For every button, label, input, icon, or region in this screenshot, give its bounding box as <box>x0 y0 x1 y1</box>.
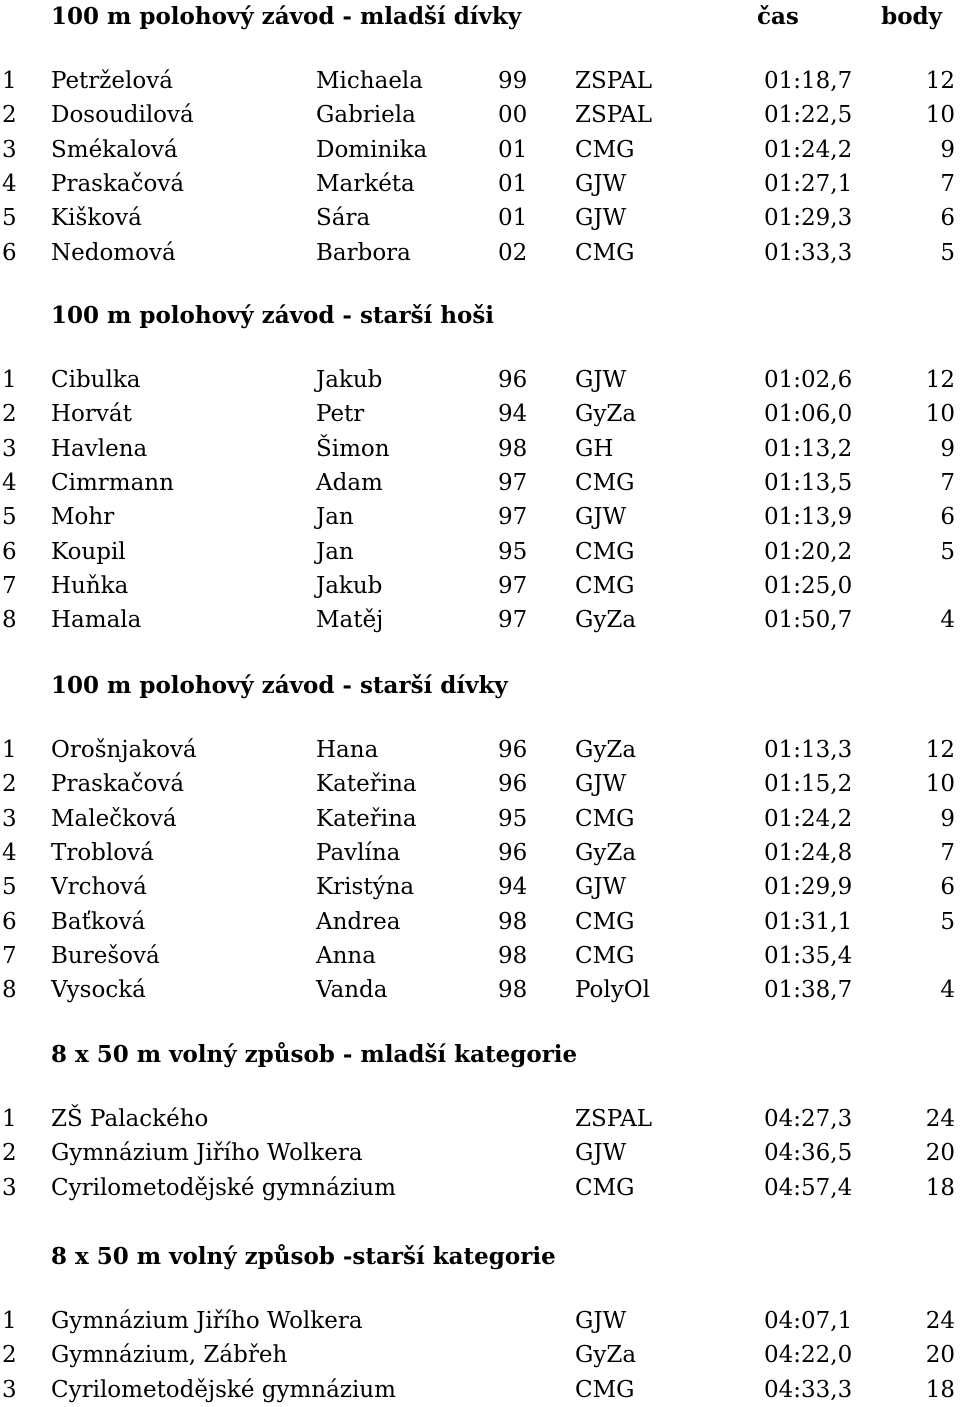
name-cell: Kišková <box>51 205 142 232</box>
year-cell: 96 <box>498 771 528 798</box>
year-cell: 97 <box>498 469 528 496</box>
club-cell: CMG <box>575 908 635 935</box>
name-cell: Dosoudilová <box>51 102 194 129</box>
club-cell: GJW <box>575 1140 627 1167</box>
points-cell: 9 <box>940 805 955 832</box>
name-cell: ZŠ Palackého <box>51 1106 209 1132</box>
rank-cell: 6 <box>2 239 17 266</box>
time-cell: 01:35,4 <box>764 942 853 969</box>
time-cell: 01:20,2 <box>764 538 853 565</box>
year-cell: 98 <box>498 977 528 1004</box>
points-cell: 5 <box>940 908 955 935</box>
points-cell: 9 <box>940 435 955 462</box>
rank-cell: 5 <box>2 874 17 901</box>
time-cell: 01:13,9 <box>764 504 853 531</box>
first-name-cell: Jan <box>316 504 354 531</box>
first-name-cell: Markéta <box>316 170 415 197</box>
rank-cell: 2 <box>2 102 17 129</box>
club-cell: GJW <box>575 170 627 197</box>
time-cell: 01:15,2 <box>764 771 853 798</box>
name-cell: Hamala <box>51 607 142 634</box>
year-cell: 01 <box>498 170 528 197</box>
result-row <box>0 1338 960 1372</box>
section-heading <box>0 669 960 703</box>
year-cell: 96 <box>498 839 528 866</box>
rank-cell: 4 <box>2 469 17 496</box>
name-cell: Cibulka <box>51 367 141 393</box>
points-column-header: body <box>881 3 942 30</box>
time-cell: 01:24,2 <box>764 805 853 832</box>
club-cell: PolyOl <box>575 977 650 1004</box>
time-cell: 01:13,2 <box>764 435 853 462</box>
rank-cell: 1 <box>2 367 17 393</box>
points-cell: 4 <box>940 607 955 634</box>
name-cell: Cyrilometodějské gymnázium <box>51 1174 396 1201</box>
club-cell: ZSPAL <box>575 102 652 129</box>
name-cell: Horvát <box>51 401 132 428</box>
first-name-cell: Kateřina <box>316 771 417 798</box>
first-name-cell: Barbora <box>316 239 411 266</box>
first-name-cell: Michaela <box>316 68 423 94</box>
result-row <box>0 466 960 500</box>
club-cell: ZSPAL <box>575 68 652 94</box>
year-cell: 96 <box>498 737 528 763</box>
name-cell: Praskačová <box>51 771 185 798</box>
result-row <box>0 733 960 767</box>
result-row <box>0 1136 960 1170</box>
section-heading <box>0 299 960 333</box>
time-cell: 04:22,0 <box>764 1342 853 1369</box>
club-cell: CMG <box>575 239 635 266</box>
name-cell: Gymnázium, Zábřeh <box>51 1342 288 1369</box>
first-name-cell: Kateřina <box>316 805 417 832</box>
result-row <box>0 98 960 132</box>
first-name-cell: Šimon <box>316 435 390 462</box>
time-cell: 01:38,7 <box>764 977 853 1004</box>
points-cell: 6 <box>940 205 955 232</box>
points-cell: 10 <box>925 401 955 428</box>
points-cell: 7 <box>940 469 955 496</box>
time-cell: 01:24,8 <box>764 839 853 866</box>
first-name-cell: Hana <box>316 737 379 763</box>
section-title: 100 m polohový závod - starší dívky <box>51 672 508 699</box>
points-cell: 6 <box>940 504 955 531</box>
result-row <box>0 1171 960 1205</box>
rank-cell: 4 <box>2 170 17 197</box>
name-cell: Troblová <box>51 839 154 866</box>
section-heading <box>0 0 960 34</box>
time-cell: 04:27,3 <box>764 1106 853 1132</box>
points-cell: 5 <box>940 538 955 565</box>
rank-cell: 4 <box>2 839 17 866</box>
rank-cell: 2 <box>2 1342 17 1369</box>
club-cell: GyZa <box>575 607 637 634</box>
name-cell: Koupil <box>51 538 126 565</box>
time-cell: 04:57,4 <box>764 1174 853 1201</box>
time-cell: 01:02,6 <box>764 367 853 393</box>
rank-cell: 8 <box>2 977 17 1004</box>
year-cell: 94 <box>498 874 528 901</box>
year-cell: 01 <box>498 205 528 232</box>
rank-cell: 1 <box>2 1308 17 1334</box>
club-cell: GJW <box>575 771 627 798</box>
name-cell: Vrchová <box>51 874 147 901</box>
time-cell: 01:29,3 <box>764 205 853 232</box>
year-cell: 01 <box>498 136 528 163</box>
name-cell: Vysocká <box>51 977 146 1004</box>
result-row <box>0 569 960 603</box>
first-name-cell: Matěj <box>316 607 384 634</box>
rank-cell: 1 <box>2 68 17 94</box>
name-cell: Baťková <box>51 908 146 935</box>
club-cell: GJW <box>575 1308 627 1334</box>
section-title: 100 m polohový závod - mladší dívky <box>51 3 522 30</box>
first-name-cell: Kristýna <box>316 874 415 901</box>
first-name-cell: Jakub <box>316 367 383 393</box>
first-name-cell: Vanda <box>316 977 388 1004</box>
rank-cell: 3 <box>2 1174 17 1201</box>
points-cell: 9 <box>940 136 955 163</box>
result-row <box>0 870 960 904</box>
time-cell: 01:25,0 <box>764 572 853 599</box>
time-cell: 01:13,5 <box>764 469 853 496</box>
year-cell: 97 <box>498 607 528 634</box>
time-cell: 04:36,5 <box>764 1140 853 1167</box>
points-cell: 7 <box>940 839 955 866</box>
points-cell: 7 <box>940 170 955 197</box>
club-cell: CMG <box>575 942 635 969</box>
points-cell: 20 <box>925 1140 955 1167</box>
club-cell: GJW <box>575 874 627 901</box>
time-cell: 01:27,1 <box>764 170 853 197</box>
year-cell: 98 <box>498 435 528 462</box>
name-cell: Praskačová <box>51 170 185 197</box>
rank-cell: 2 <box>2 401 17 428</box>
points-cell: 10 <box>925 102 955 129</box>
name-cell: Petrželová <box>51 68 173 94</box>
rank-cell: 5 <box>2 504 17 531</box>
time-cell: 01:13,3 <box>764 737 853 763</box>
time-cell: 01:22,5 <box>764 102 853 129</box>
club-cell: CMG <box>575 1376 635 1403</box>
rank-cell: 5 <box>2 205 17 232</box>
time-cell: 01:33,3 <box>764 239 853 266</box>
section-title: 100 m polohový závod - starší hoši <box>51 302 495 329</box>
first-name-cell: Petr <box>316 401 365 428</box>
year-cell: 95 <box>498 805 528 832</box>
club-cell: CMG <box>575 805 635 832</box>
result-row <box>0 432 960 466</box>
year-cell: 02 <box>498 239 528 266</box>
club-cell: CMG <box>575 469 635 496</box>
points-cell: 4 <box>940 977 955 1004</box>
points-cell: 12 <box>925 737 955 763</box>
name-cell: Malečková <box>51 805 177 832</box>
rank-cell: 6 <box>2 908 17 935</box>
year-cell: 95 <box>498 538 528 565</box>
rank-cell: 6 <box>2 538 17 565</box>
points-cell: 18 <box>925 1174 955 1201</box>
result-row <box>0 767 960 801</box>
rank-cell: 2 <box>2 771 17 798</box>
year-cell: 97 <box>498 572 528 599</box>
club-cell: GyZa <box>575 1342 637 1369</box>
year-cell: 96 <box>498 367 528 393</box>
club-cell: CMG <box>575 572 635 599</box>
club-cell: GyZa <box>575 737 637 763</box>
name-cell: Cyrilometodějské gymnázium <box>51 1376 396 1403</box>
points-cell: 12 <box>925 68 955 94</box>
time-cell: 04:07,1 <box>764 1308 853 1334</box>
result-row <box>0 535 960 569</box>
first-name-cell: Andrea <box>316 908 401 935</box>
club-cell: ZSPAL <box>575 1106 652 1132</box>
club-cell: GyZa <box>575 839 637 866</box>
first-name-cell: Jakub <box>316 572 383 599</box>
name-cell: Mohr <box>51 504 115 531</box>
club-cell: GJW <box>575 504 627 531</box>
club-cell: GH <box>575 435 614 462</box>
name-cell: Smékalová <box>51 136 178 163</box>
result-row <box>0 1304 960 1338</box>
rank-cell: 1 <box>2 737 17 763</box>
section-title: 8 x 50 m volný způsob - mladší kategorie <box>51 1041 578 1068</box>
rank-cell: 2 <box>2 1140 17 1167</box>
result-row <box>0 133 960 167</box>
result-row <box>0 500 960 534</box>
points-cell: 24 <box>925 1106 955 1132</box>
club-cell: GJW <box>575 205 627 232</box>
club-cell: CMG <box>575 1174 635 1201</box>
year-cell: 97 <box>498 504 528 531</box>
year-cell: 94 <box>498 401 528 428</box>
name-cell: Gymnázium Jiřího Wolkera <box>51 1140 363 1167</box>
time-cell: 01:50,7 <box>764 607 853 634</box>
points-cell: 6 <box>940 874 955 901</box>
result-row <box>0 167 960 201</box>
club-cell: CMG <box>575 136 635 163</box>
rank-cell: 1 <box>2 1106 17 1132</box>
points-cell: 24 <box>925 1308 955 1334</box>
name-cell: Cimrmann <box>51 469 174 496</box>
year-cell: 00 <box>498 102 528 129</box>
rank-cell: 3 <box>2 136 17 163</box>
result-row <box>0 201 960 235</box>
first-name-cell: Sára <box>316 205 371 232</box>
points-cell: 10 <box>925 771 955 798</box>
rank-cell: 3 <box>2 435 17 462</box>
section-heading <box>0 1240 960 1274</box>
time-cell: 01:24,2 <box>764 136 853 163</box>
result-row <box>0 973 960 1007</box>
result-row <box>0 363 960 397</box>
time-cell: 04:33,3 <box>764 1376 853 1403</box>
club-cell: GyZa <box>575 401 637 428</box>
time-cell: 01:18,7 <box>764 68 853 94</box>
name-cell: Nedomová <box>51 239 176 266</box>
name-cell: Orošnjaková <box>51 737 197 763</box>
first-name-cell: Dominika <box>316 136 428 163</box>
result-row <box>0 1373 960 1407</box>
result-row <box>0 836 960 870</box>
time-cell: 01:31,1 <box>764 908 853 935</box>
section-title: 8 x 50 m volný způsob -starší kategorie <box>51 1243 556 1270</box>
rank-cell: 3 <box>2 1376 17 1403</box>
club-cell: GJW <box>575 367 627 393</box>
points-cell: 18 <box>925 1376 955 1403</box>
time-cell: 01:29,9 <box>764 874 853 901</box>
result-row <box>0 397 960 431</box>
first-name-cell: Gabriela <box>316 102 416 129</box>
result-row <box>0 802 960 836</box>
section-heading <box>0 1038 960 1072</box>
year-cell: 98 <box>498 908 528 935</box>
rank-cell: 7 <box>2 572 17 599</box>
year-cell: 99 <box>498 68 528 94</box>
club-cell: CMG <box>575 538 635 565</box>
name-cell: Burešová <box>51 942 160 969</box>
rank-cell: 7 <box>2 942 17 969</box>
result-row <box>0 905 960 939</box>
first-name-cell: Adam <box>316 469 383 496</box>
name-cell: Havlena <box>51 435 148 462</box>
time-cell: 01:06,0 <box>764 401 853 428</box>
rank-cell: 3 <box>2 805 17 832</box>
first-name-cell: Jan <box>316 538 354 565</box>
points-cell: 20 <box>925 1342 955 1369</box>
result-row <box>0 236 960 270</box>
first-name-cell: Pavlína <box>316 839 401 866</box>
result-row <box>0 64 960 98</box>
time-column-header: čas <box>757 3 799 30</box>
name-cell: Gymnázium Jiřího Wolkera <box>51 1308 363 1334</box>
first-name-cell: Anna <box>316 942 376 969</box>
result-row <box>0 939 960 973</box>
result-row <box>0 603 960 637</box>
name-cell: Huňka <box>51 572 129 599</box>
result-row <box>0 1102 960 1136</box>
points-cell: 5 <box>940 239 955 266</box>
year-cell: 98 <box>498 942 528 969</box>
rank-cell: 8 <box>2 607 17 634</box>
points-cell: 12 <box>925 367 955 393</box>
